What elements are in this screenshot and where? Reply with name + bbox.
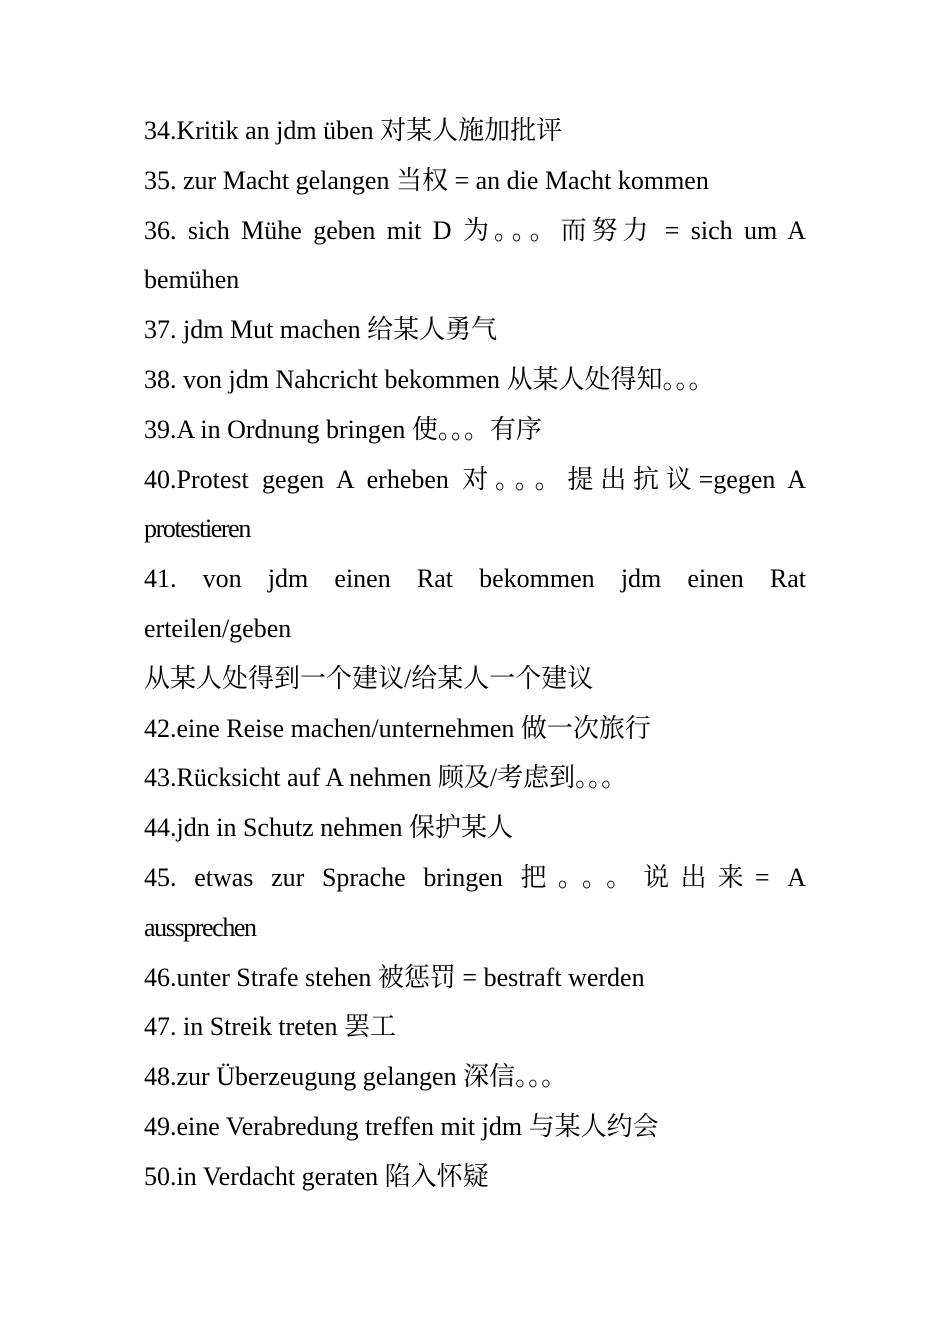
text-line-38: 38. von jdm Nahcricht bekommen 从某人处得知。。。 xyxy=(144,364,715,394)
text-line-36: 36. sich Mühe geben mit D 为。。。而努力 = sich um A xyxy=(144,215,806,245)
text-line-45: 45. etwas zur Sprache bringen 把。。。说出来= A xyxy=(144,862,806,892)
text-line-40: 40.Protest gegen A erheben 对。。。提出抗议=gegen A xyxy=(144,464,806,494)
text-line-37: 37. jdm Mut machen 给某人勇气 xyxy=(144,315,498,345)
text-line-50: 50.in Verdacht geraten 陷入怀疑 xyxy=(144,1161,489,1191)
text-line-40-cont: protestieren xyxy=(144,514,250,544)
text-line-48: 48.zur Überzeugung gelangen 深信。。。 xyxy=(144,1062,568,1092)
text-line-46: 46.unter Strafe stehen 被惩罚 = bestraft werden xyxy=(144,962,645,992)
text-line-34: 34.Kritik an jdm üben 对某人施加批评 xyxy=(144,116,563,145)
text-line-41: 41. von jdm einen Rat bekommen jdm einen Rat xyxy=(144,564,806,594)
text-line-36-cont: bemühen xyxy=(144,265,240,295)
text-line-47: 47. in Streik treten 罢工 xyxy=(144,1012,397,1042)
text-line-35: 35. zur Macht gelangen 当权 = an die Macht kommen xyxy=(144,165,709,195)
text-line-41-translation: 从某人处得到一个建议/给某人一个建议 xyxy=(144,663,594,693)
text-line-41-cont: erteilen/geben xyxy=(144,613,292,643)
document-page xyxy=(144,106,806,1202)
text-line-44: 44.jdn in Schutz nehmen 保护某人 xyxy=(144,813,514,843)
text-line-42: 42.eine Reise machen/unternehmen 做一次旅行 xyxy=(144,713,651,743)
text-line-49: 49.eine Verabredung treffen mit jdm 与某人约会 xyxy=(144,1111,659,1141)
text-line-45-cont: aussprechen xyxy=(144,912,256,942)
text-line-43: 43.Rücksicht auf A nehmen 顾及/考虑到。。。 xyxy=(144,763,628,793)
text-line-39: 39.A in Ordnung bringen 使。。。有序 xyxy=(144,414,542,444)
